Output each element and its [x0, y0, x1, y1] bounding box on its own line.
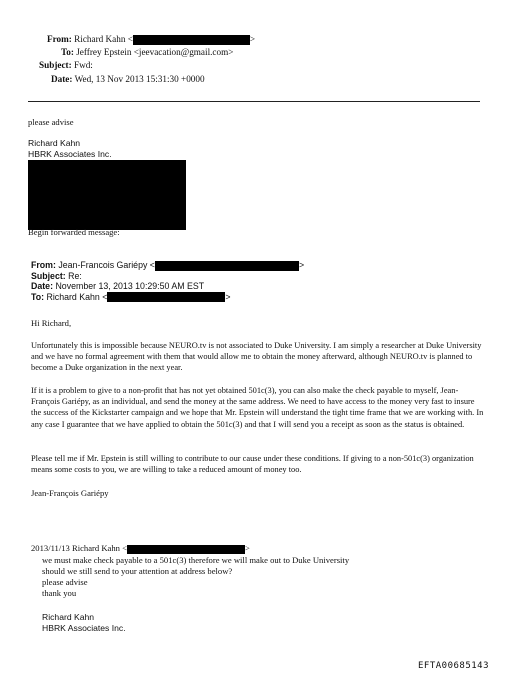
redaction-box: [133, 35, 250, 45]
forward-intro: Begin forwarded message:: [28, 227, 120, 237]
quoted-line: we must make check payable to a 501c(3) therefore we will make out to Duke University: [42, 555, 350, 565]
subject-row: [39, 59, 93, 72]
fw-subject-value: Re:: [68, 270, 82, 281]
fw-to-row: To: Richard Kahn < >: [31, 291, 231, 302]
from-value: Richard Kahn <: [74, 34, 133, 44]
redaction-box: [127, 545, 245, 554]
fw-from-row: From: Jean-Francois Gariépy < >: [31, 260, 305, 270]
greeting: Hi Richard,: [31, 318, 72, 328]
quoted-line: thank you: [42, 588, 77, 598]
forwarded-header: [31, 260, 304, 302]
quote-intro: 2013/11/13 Richard Kahn < >: [31, 543, 250, 553]
signature-company: HBRK Associates Inc.: [28, 149, 112, 159]
date-value: Wed, 13 Nov 2013 15:31:30 +0000: [74, 74, 205, 84]
fw-date-row: Date: November 13, 2013 10:29:50 AM EST: [31, 281, 205, 292]
date-row: [51, 73, 205, 86]
to-label: To:: [61, 47, 74, 57]
from-label: From:: [47, 34, 72, 44]
quoted-block: [42, 555, 349, 599]
fw-date-value: November 13, 2013 10:29:50 AM EST: [55, 281, 205, 292]
document-id: EFTA00685143: [418, 661, 490, 671]
quoted-line: please advise: [42, 577, 88, 587]
to-value: Jeffrey Epstein <jeevacation@gmail.com>: [76, 47, 234, 57]
from-row: From: Richard Kahn < >: [47, 34, 256, 44]
date-label: Date:: [51, 74, 73, 84]
to-row: [61, 46, 233, 59]
fw-from-value: Jean-Francois Gariépy <: [58, 260, 155, 270]
quoted-signature-name: Richard Kahn: [42, 612, 95, 622]
body-paragraph-1: Unfortunately this is impossible because NEURO.tv is not associated to Duke University. I am simply a researcher at Duke University and we have no formal agreement with them that would allow me to obtain the money afterward, although NEURO.tv is planned to become a Duke organization in the next year.: [31, 341, 482, 373]
signature-name: Richard Kahn: [28, 138, 81, 148]
subject-value: Fwd:: [73, 60, 93, 70]
body-signature: Jean-François Gariépy: [31, 488, 109, 498]
fw-to-value: Richard Kahn <: [46, 291, 108, 302]
body-paragraph-2: If it is a problem to give to a non-profit that has not yet obtained 501c(3), you can also make the check payable to myself, Jean-François Gariépy, as an individual, and send the money at the same address. We need to have access to the money very fast to insure the success of the Kickstarter campaign and we hope that Mr. Epstein will understand the tight time frame that we are working with. In any case I guarantee that we have applied to obtain the 501c(3) and that I will send you a receipt as soon as the status is obtained.: [31, 386, 484, 429]
redaction-box: [107, 292, 225, 302]
quoted-signature-company: HBRK Associates Inc.: [42, 623, 126, 633]
message-line: please advise: [28, 117, 74, 127]
redaction-block: [28, 160, 186, 230]
header-divider: [28, 101, 480, 102]
fw-subject-row: Subject: Re:: [31, 270, 82, 281]
body-paragraph-3: Please tell me if Mr. Epstein is still willing to contribute to our cause under these conditions. If giving to a non-501c(3) organization means some costs to you, we are willing to take a reduced amount of money too.: [31, 454, 474, 475]
quoted-line: should we still send to your attention at address below?: [42, 566, 233, 576]
subject-label: Subject:: [39, 60, 72, 70]
redaction-box: [155, 261, 299, 271]
